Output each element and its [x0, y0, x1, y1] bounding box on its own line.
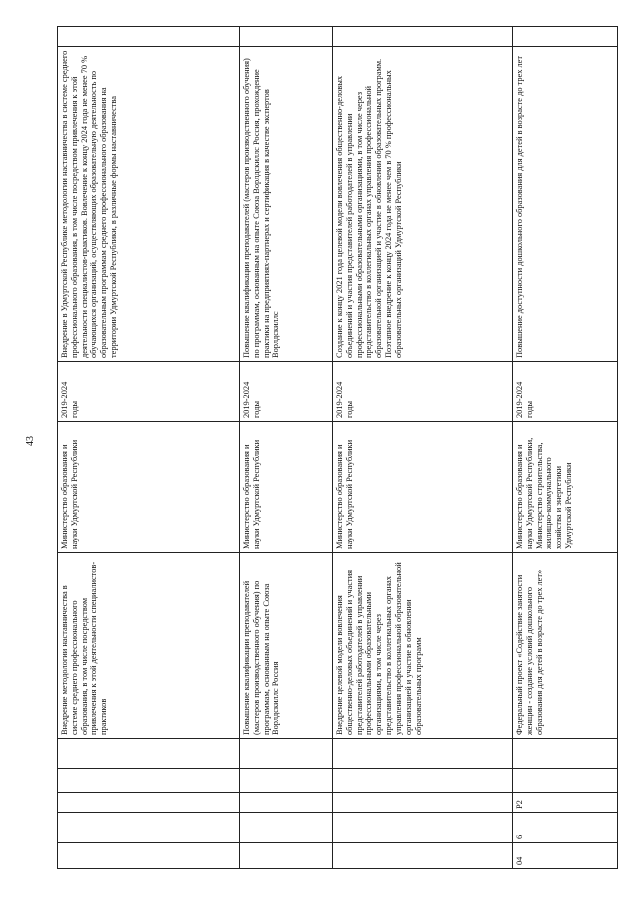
- table-row: [58, 27, 240, 869]
- cell-num1: [240, 843, 333, 869]
- cell-num2: [240, 813, 333, 843]
- cell-empty: [333, 27, 513, 47]
- cell-result: Повышение квалификации преподавателей (мастеров производственного обучения) по программам, основанным на опыте Союза Ворлдскиллс Россия, прохождение практики на предприятиях-партнерах и сертификация в качестве экспертов Ворлдскиллс: [240, 47, 333, 362]
- table-row: [240, 27, 333, 869]
- cell-empty: [240, 769, 333, 793]
- cell-result: Создание к концу 2021 года целевой модели вовлечения общественно-деловых объединений и участия представителей работодателей в управлении профессиональными образовательными организациями, в том числе через представительство в коллегиальных органах управления профессиональной образовательной организацией и участие в обновлении образовательных программ. Поэтапное внедрение к концу 2024 года не менее чем в 70 % профессиональных образовательных организаций Удмуртской Республики: [333, 47, 513, 362]
- cell-result: Внедрение в Удмуртской Республике методологии наставничества в системе среднего профессионального образования, в том числе посредством привлечения к этой деятельности специалистов-практиков. Вовлечение к концу 2024 года не менее 70 % обучающихся организаций, осуществляющих образовательную деятельность по образовательным программам среднего профессионального образования на территории Удмуртской Республики, в различные формы наставничества: [58, 47, 240, 362]
- cell-code: P2: [513, 793, 618, 813]
- cell-result: Повышение доступности дошкольного образования для детей в возрасте до трех лет: [513, 47, 618, 362]
- cell-empty: [333, 739, 513, 769]
- cell-activity: Федеральный проект «Содействие занятости женщин - создание условий дошкольного образования для детей в возрасте до трех лет»: [513, 553, 618, 739]
- cell-empty: [58, 27, 240, 47]
- cell-executor: Министерство образования и науки Удмуртской Республики: [240, 422, 333, 553]
- cell-activity: Внедрение целевой модели вовлечения общественно-деловых объединений и участия представителей работодателей в управлении профессиональными образовательными организациями, в том числе через представительство в коллегиальных органах управления профессиональной образовательной организацией и участие в обновлении образовательных программ: [333, 553, 513, 739]
- cell-empty: [240, 27, 333, 47]
- cell-num1: 04: [513, 843, 618, 869]
- cell-num1: [58, 843, 240, 869]
- cell-activity: Повышение квалификации преподавателей (мастеров производственного обучения) по программам, основанным на опыте Союза Ворлдскиллс Россия: [240, 553, 333, 739]
- cell-code: [333, 793, 513, 813]
- cell-empty: [513, 27, 618, 47]
- cell-num2: [333, 813, 513, 843]
- cell-executor: Министерство образования и науки Удмуртской Республики, Министерство строительства, жилищно-коммунального хозяйства и энергетики Удмуртской Республики: [513, 422, 618, 553]
- cell-code: [58, 793, 240, 813]
- cell-period: 2019-2024 годы: [58, 362, 240, 422]
- cell-period: 2019-2024 годы: [333, 362, 513, 422]
- cell-num1: [333, 843, 513, 869]
- cell-empty: [513, 739, 618, 769]
- rotated-table-container: [57, 47, 617, 869]
- cell-period: 2019-2024 годы: [240, 362, 333, 422]
- cell-empty: [513, 769, 618, 793]
- cell-activity: Внедрение методологии наставничества в системе среднего профессионального образования, в том числе посредством привлечения к этой деятельности специалистов-практиков: [58, 553, 240, 739]
- table-row: [333, 27, 513, 869]
- cell-period: 2019-2024 годы: [513, 362, 618, 422]
- cell-executor: Министерство образования и науки Удмуртской Республики: [58, 422, 240, 553]
- cell-empty: [58, 769, 240, 793]
- cell-empty: [58, 739, 240, 769]
- cell-executor: Министерство образования и науки Удмуртской Республики: [333, 422, 513, 553]
- cell-empty: [240, 739, 333, 769]
- program-activities-table: [57, 26, 618, 869]
- cell-num2: 6: [513, 813, 618, 843]
- cell-empty: [333, 769, 513, 793]
- table-row: [513, 27, 618, 869]
- cell-code: [240, 793, 333, 813]
- page-number: 43: [25, 436, 36, 446]
- table-frame: [57, 47, 617, 869]
- cell-num2: [58, 813, 240, 843]
